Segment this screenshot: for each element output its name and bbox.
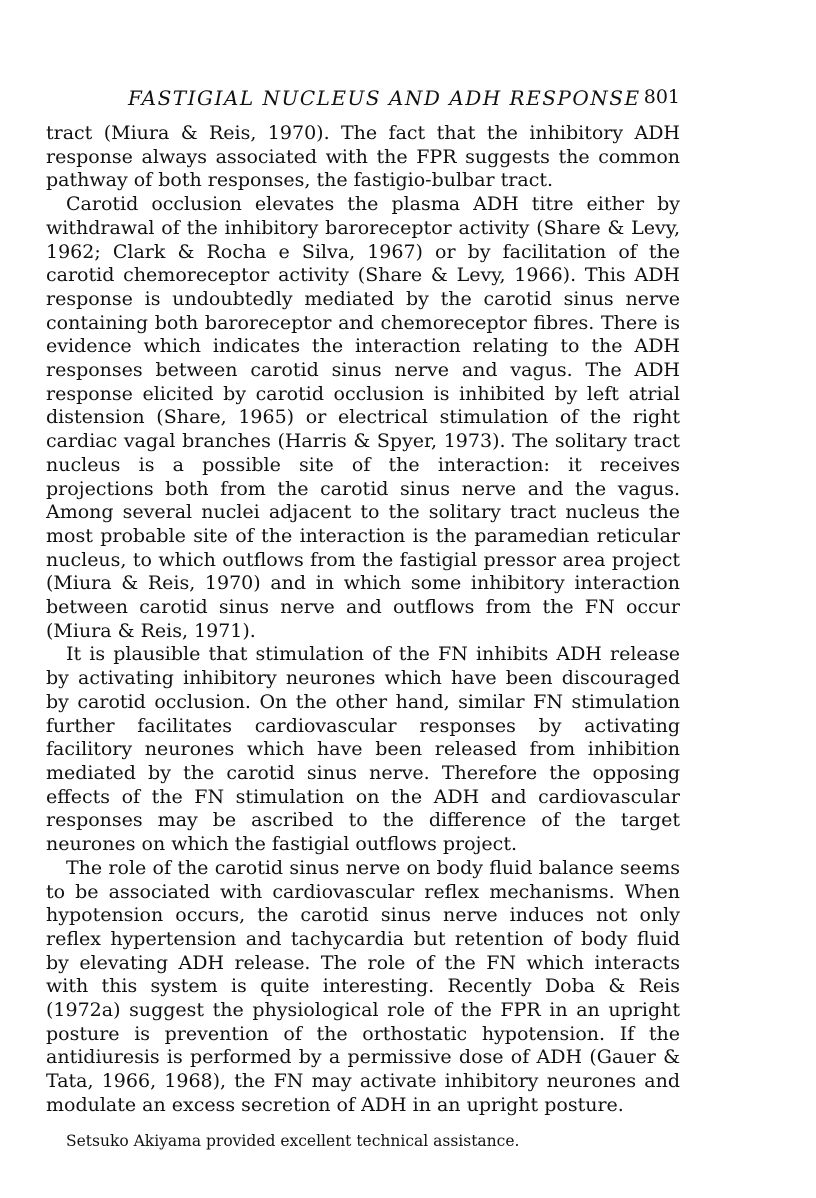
paragraph-body-fluid-balance: The role of the carotid sinus nerve on body fluid balance seems to be associated with cardiovascular reflex mechanisms. When hypotension occurs, the carotid sinus nerve induces not only reflex hypertension and tachycardia but retention of body fluid by elevating ADH release. The role of the FN which interacts with this system is quite interesting. Recently Doba & Reis (1972a) suggest the physiological role of the FPR in an upright posture is prevention of the orthostatic hypotension. If the antidiuresis is performed by a permissive dose of ADH (Gauer & Tata, 1966, 1968), the FN may activate inhibitory neurones and modulate an excess secretion of ADH in an upright posture. (46, 856, 680, 1116)
paragraph-fn-stimulation: It is plausible that stimulation of the FN inhibits ADH release by activating inhibitory neurones which have been discouraged by carotid occlusion. On the other hand, similar FN stimulation further facilitates cardiovascular responses by activating facilitory neurones which have been released from inhibition mediated by the carotid sinus nerve. Therefore the opposing effects of the FN stimulation on the ADH and cardiovascular responses may be ascribed to the difference of the target neurones on which the fastigial outflows project. (46, 643, 680, 856)
running-title: FASTIGIAL NUCLEUS AND ADH RESPONSE (128, 86, 641, 110)
running-head (46, 86, 680, 122)
acknowledgement: Setsuko Akiyama provided excellent technical assistance. (66, 1131, 520, 1150)
paragraph-continuation: tract (Miura & Reis, 1970). The fact that the inhibitory ADH response always associated with the FPR suggests the common pathway of both responses, the fastigio-bulbar tract. (46, 122, 680, 192)
paragraph-carotid-occlusion: Carotid occlusion elevates the plasma ADH titre either by withdrawal of the inhibitory baroreceptor activity (Share & Levy, 1962; Clark & Rocha e Silva, 1967) or by facilitation of the carotid chemoreceptor activity (Share & Levy, 1966). This ADH response is undoubtedly mediated by the carotid sinus nerve containing both baroreceptor and chemoreceptor fibres. There is evidence which indicates the interaction relating to the ADH responses between carotid sinus nerve and vagus. The ADH response elicited by carotid occlusion is inhibited by left atrial distension (Share, 1965) or electrical stimulation of the right cardiac vagal branches (Harris & Spyer, 1973). The solitary tract nucleus is a possible site of the interaction: it receives projections both from the carotid sinus nerve and the vagus. Among several nuclei adjacent to the solitary tract nucleus the most probable site of the interaction is the paramedian reticular nucleus, to which outflows from the fastigial pressor area project (Miura & Reis, 1970) and in which some inhibitory interaction between carotid sinus nerve and outflows from the FN occur (Miura & Reis, 1971). (46, 193, 680, 642)
page-number: 801 (643, 86, 680, 108)
journal-page (46, 86, 680, 1152)
